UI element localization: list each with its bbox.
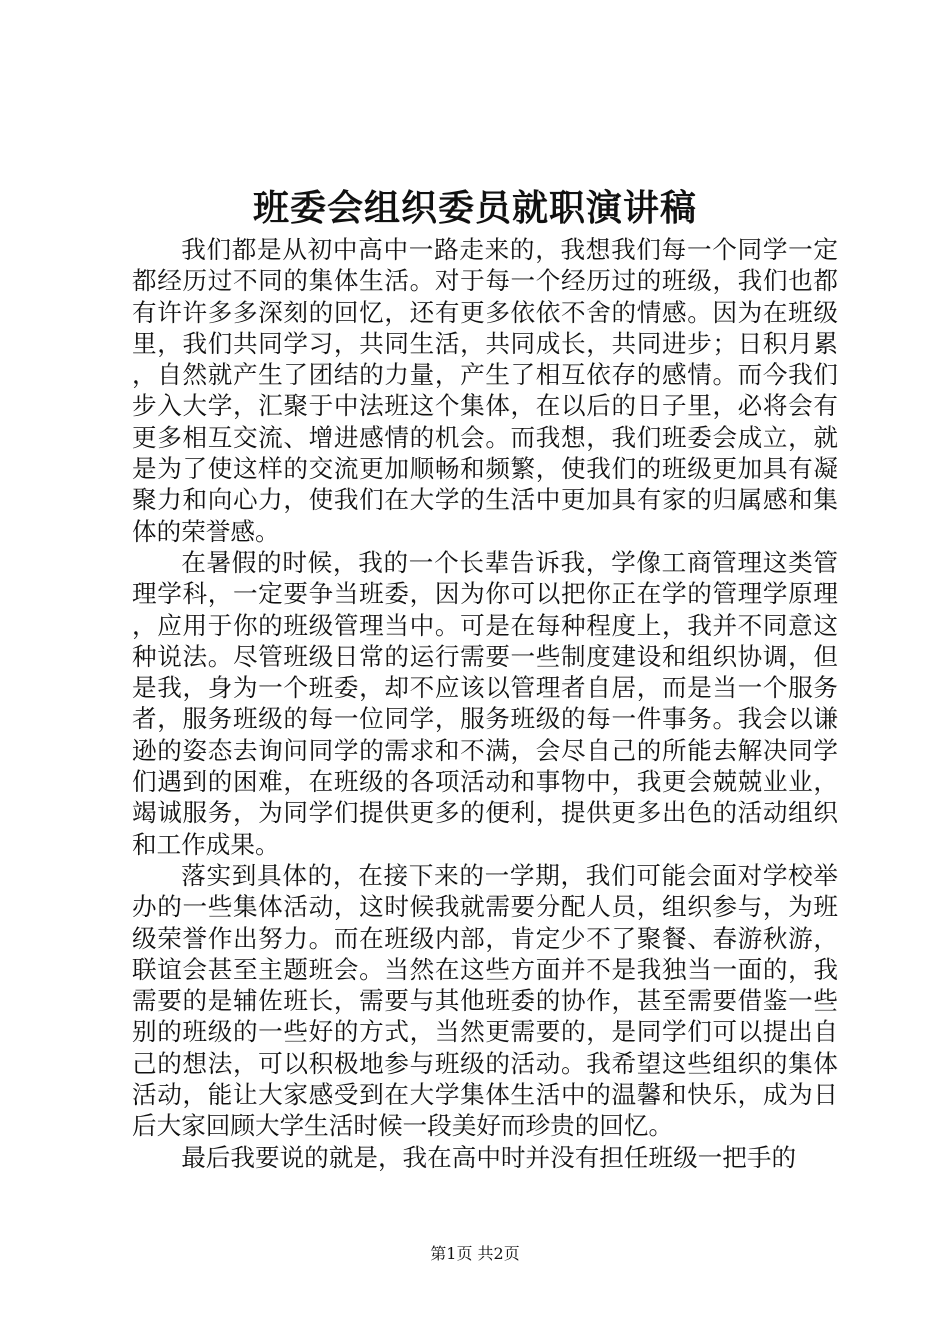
paragraph-3: 落实到具体的，在接下来的一学期，我们可能会面对学校举办的一些集体活动，这时候我就需要分配人员，组织参与，为班级荣誉作出努力。而在班级内部，肯定少不了聚餐、春游秋游，联谊会甚至主题班会。当然在这些方面并不是我独当一面的，我需要的是辅佐班长，需要与其他班委的协作，甚至需要借鉴一些别的班级的一些好的方式，当然更需要的，是同学们可以提出自己的想法，可以积极地参与班级的活动。我希望这些组织的集体活动，能让大家感受到在大学集体生活中的温馨和快乐，成为日后大家回顾大学生活时候一段美好而珍贵的回忆。 [132, 860, 838, 1141]
page-number-footer: 第1页 共2页 [430, 1244, 520, 1263]
document-body [132, 234, 838, 1173]
paragraph-2: 在暑假的时候，我的一个长辈告诉我，学像工商管理这类管理学科，一定要争当班委，因为你可以把你正在学的管理学原理，应用于你的班级管理当中。可是在每种程度上，我并不同意这种说法。尽管班级日常的运行需要一些制度建设和组织协调，但是我，身为一个班委，却不应该以管理者自居，而是当一个服务者，服务班级的每一位同学，服务班级的每一件事务。我会以谦逊的姿态去询问同学的需求和不满，会尽自己的所能去解决同学们遇到的困难，在班级的各项活动和事物中，我更会兢兢业业，竭诚服务，为同学们提供更多的便利，提供更多出色的活动组织和工作成果。 [132, 547, 838, 859]
paragraph-4: 最后我要说的就是，我在高中时并没有担任班级一把手的 [181, 1142, 797, 1172]
document-title: 班委会组织委员就职演讲稿 [252, 187, 697, 229]
paragraph-1: 我们都是从初中高中一路走来的，我想我们每一个同学一定都经历过不同的集体生活。对于每一个经历过的班级，我们也都有许许多多深刻的回忆，还有更多依依不舍的情感。因为在班级里，我们共同学习，共同生活，共同成长，共同进步；日积月累，自然就产生了团结的力量，产生了相互依存的感情。而今我们步入大学，汇聚于中法班这个集体，在以后的日子里，必将会有更多相互交流、增进感情的机会。而我想，我们班委会成立，就是为了使这样的交流更加顺畅和频繁，使我们的班级更加具有凝聚力和向心力，使我们在大学的生活中更加具有家的归属感和集体的荣誉感。 [132, 235, 838, 546]
